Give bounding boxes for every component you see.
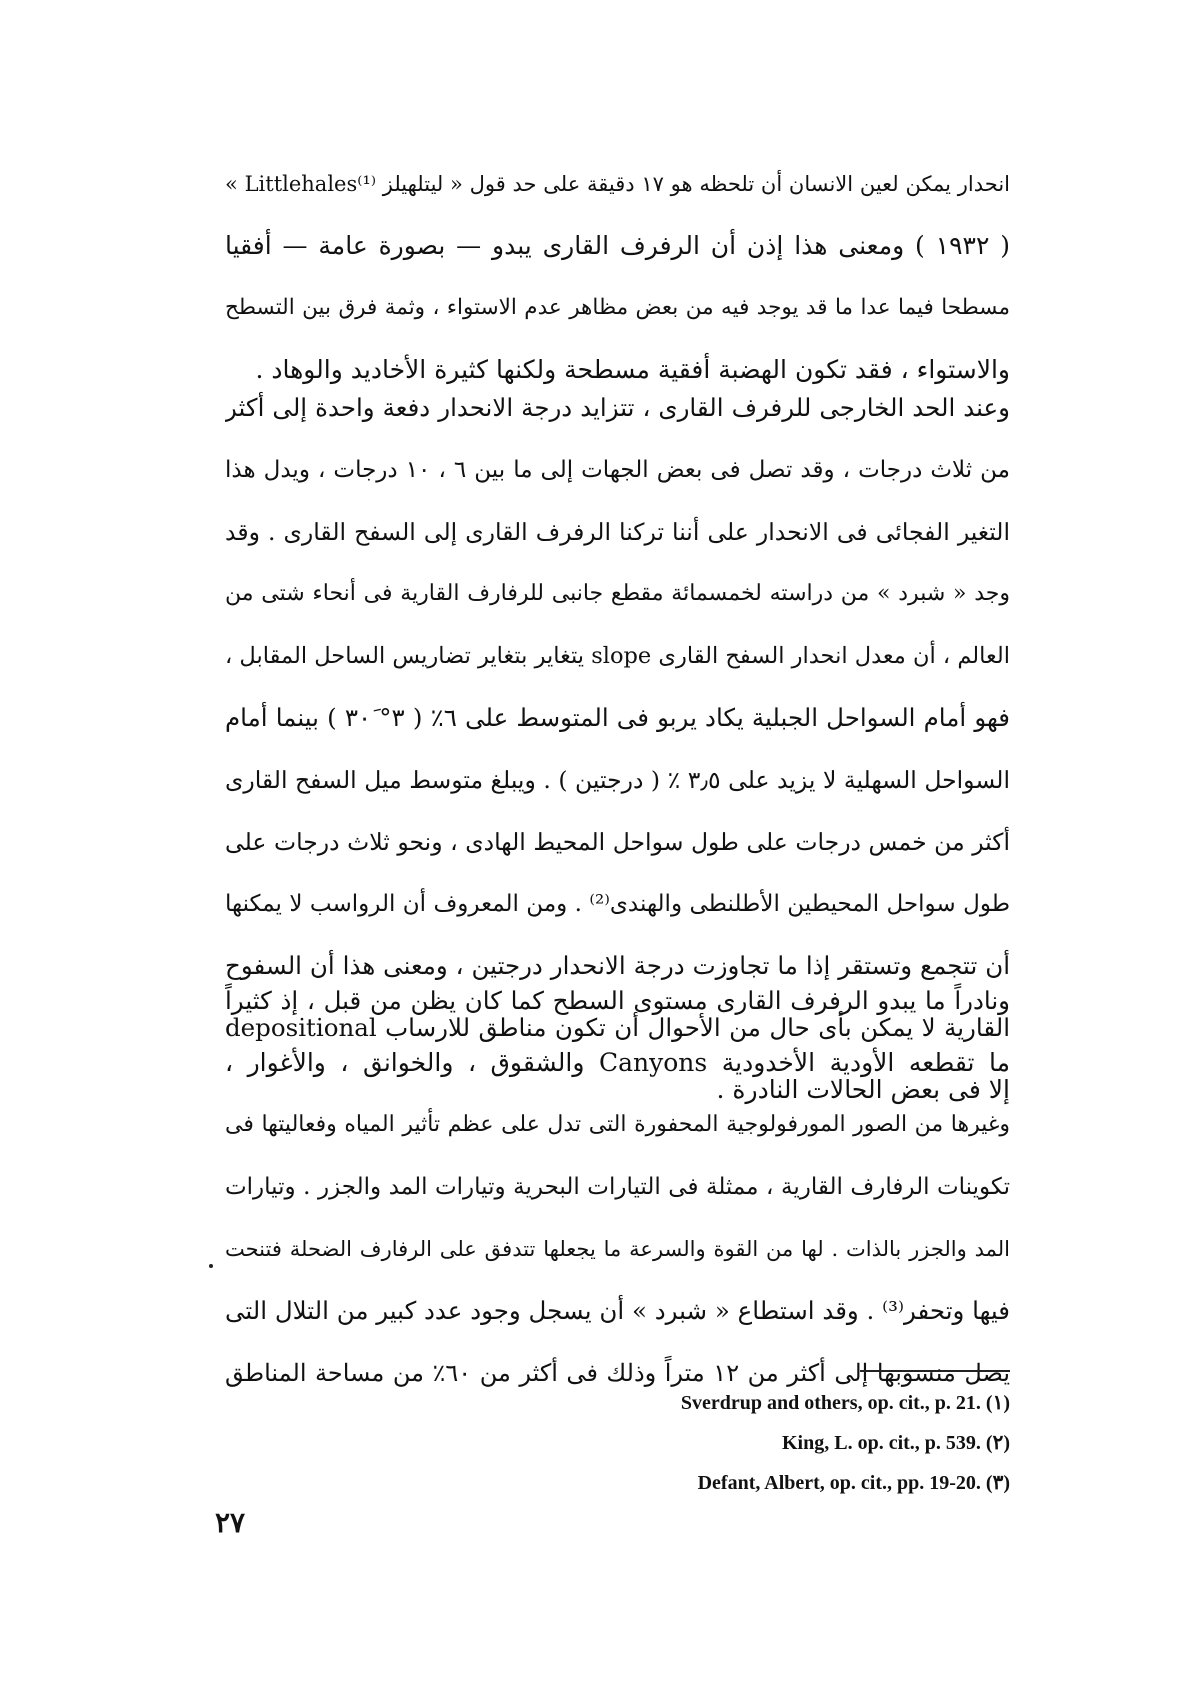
text-line: والاستواء ، فقد تكون الهضبة أفقية مسطحة ولكنها كثيرة الأخاديد والوهاد .: [255, 355, 1010, 384]
footnote-1: Sverdrup and others, op. cit., p. 21. (١): [680, 1392, 1010, 1414]
text-line: المد والجزر بالذات . لها من القوة والسرعة ما يجعلها تتدفق على الرفارف الضحلة فتنحت: [225, 1237, 1010, 1261]
text-line: أكثر من خمس درجات على طول سواحل المحيط الهادى ، ونحو ثلاث درجات على: [225, 828, 1010, 856]
text-line: ( ١٩٣٢ ) ومعنى هذا إذن أن الرفرف القارى يبدو — بصورة عامة — أفقيا: [225, 231, 1010, 260]
text-line: تكوينات الرفارف القارية ، ممثلة فى التيارات البحرية وتيارات المد والجزر . وتيارات: [225, 1174, 1010, 1200]
text-line: القارية لا يمكن بأى حال من الأحوال أن تكون مناطق للارساب depositional: [225, 1013, 1010, 1042]
text-line: طول سواحل المحيطين الأطلنطى والهندى⁽²⁾ . ومن المعروف أن الرواسب لا يمكنها: [225, 891, 1010, 917]
text-line: وجد « شبرد » من دراسته لخمسمائة مقطع جانبى للرفارف القارية فى أنحاء شتى من: [225, 581, 1010, 606]
text-line: أن تتجمع وتستقر إذا ما تجاوزت درجة الانحدار درجتين ، ومعنى هذا أن السفوح: [225, 951, 1010, 980]
footnotes: [500, 1383, 1010, 1503]
text-line: فيها وتحفر⁽³⁾ . وقد استطاع « شبرد » أن يسجل وجود عدد كبير من التلال التى: [225, 1296, 1010, 1325]
text-line: وغيرها من الصور المورفولوجية المحفورة التى تدل على عظم تأثير المياه وفعاليتها فى: [225, 1112, 1010, 1137]
text-line: وعند الحد الخارجى للرفرف القارى ، تتزايد درجة الانحدار دفعة واحدة إلى أكثر: [225, 393, 1010, 422]
text-line: انحدار يمكن لعين الانسان أن تلحظه هو ١٧ دقيقة على حد قول « ليتلهيلز Littlehales⁽¹⁾ »: [225, 172, 1010, 196]
footnote-separator: [860, 1370, 1010, 1372]
text-line: من ثلاث درجات ، وقد تصل فى بعض الجهات إلى ما بين ٦ ، ١٠ درجات ، ويدل هذا: [225, 457, 1010, 483]
text-line: يصل منسوبها إلى أكثر من ١٢ متراً وذلك فى أكثر من ٦٠٪ من مساحة المناطق: [225, 1359, 1010, 1387]
text-line: إلا فى بعض الحالات النادرة .: [716, 1075, 1010, 1104]
text-line: مسطحا فيما عدا ما قد يوجد فيه من بعض مظاهر عدم الاستواء ، وثمة فرق بين التسطح: [225, 295, 1010, 320]
paragraph-1: [225, 153, 1010, 401]
text-line: ما تقطعه الأودية الأخدودية Canyons والشقوق ، والخوانق ، والأغوار ،: [225, 1048, 1010, 1077]
text-line: فهو أمام السواحل الجبلية يكاد يربو فى المتوسط على ٦٪ ( ٣° ٣٠َ ) بينما أمام: [225, 703, 1010, 732]
text-line: السواحل السهلية لا يزيد على ٣٫٥ ٪ ( درجتين ) . ويبلغ متوسط ميل السفح القارى: [225, 766, 1010, 794]
footnote-3: Defant, Albert, op. cit., pp. 19-20. (٣): [697, 1472, 1010, 1494]
text-line: العالم ، أن معدل انحدار السفح القارى slope يتغاير بتغاير تضاريس الساحل المقابل ،: [225, 643, 1010, 669]
margin-dot: [209, 1264, 213, 1268]
text-line: ونادراً ما يبدو الرفرف القارى مستوى السطح كما كان يظن من قبل ، إذ كثيراً: [225, 986, 1010, 1015]
page-number: ٢٧: [215, 1506, 246, 1539]
footnote-2: King, L. op. cit., p. 539. (٢): [782, 1432, 1010, 1454]
text-line: التغير الفجائى فى الانحدار على أننا تركنا الرفرف القارى إلى السفح القارى . وقد: [225, 518, 1010, 546]
paragraph-3: [225, 970, 1010, 1404]
